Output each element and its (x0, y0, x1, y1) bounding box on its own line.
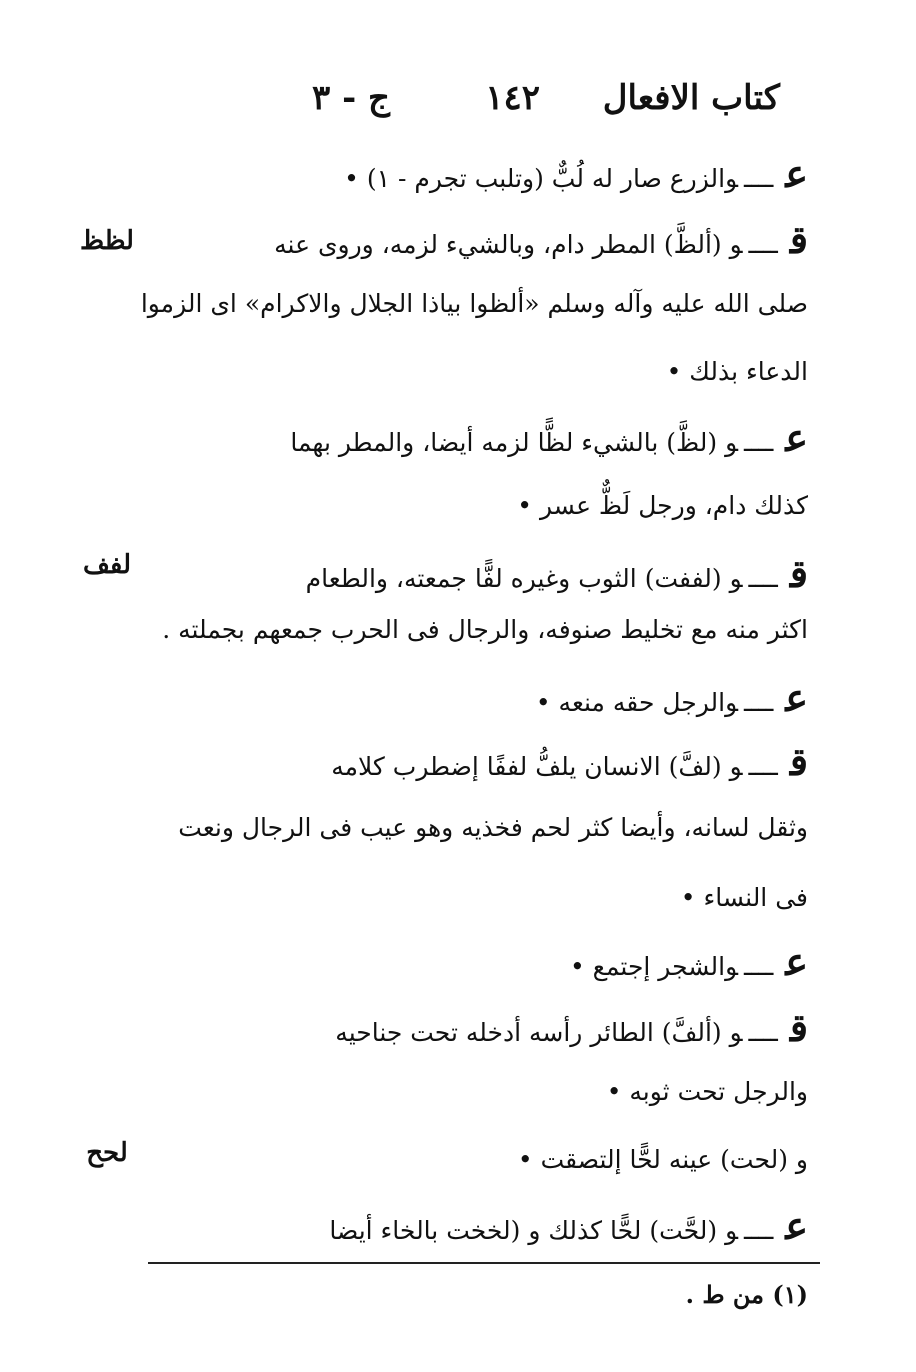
footnote-divider (148, 1262, 820, 1264)
entry-marker-ain: ع (785, 1203, 808, 1248)
margin-root-lff: لفف (83, 550, 131, 580)
text-line: عــــوالزرع صار له لُبٌّ (وتلبب تجرم - ١) • (344, 151, 808, 196)
entry-marker-qaf: ق (789, 739, 808, 784)
line-text: و (لظَّ) بالشيء لظًّا لزمه أيضا، والمطر بهما (290, 428, 739, 457)
margin-root-lzz: لظظ (80, 226, 134, 256)
text-line: قــــو (لفَّ) الانسان يلفُّ لففًا إضطرب كلامه (331, 739, 808, 784)
entry-marker-ain: ع (785, 939, 808, 984)
line-text: فى النساء • (680, 883, 808, 912)
text-line (128, 800, 808, 856)
margin-root-lhh: لحح (86, 1138, 128, 1168)
text-line (128, 602, 808, 658)
line-text: الدعاء بذلك • (666, 357, 808, 386)
line-text: و (لحَّت) لحًّا كذلك و (لخخت بالخاء أيضا (329, 1216, 739, 1245)
line-text: اكثر منه مع تخليط صنوفه، والرجال فى الحرب جمعهم بجملته . (162, 615, 808, 644)
entry-marker-ain: ع (785, 415, 808, 460)
line-text: و (لفَّ) الانسان يلفُّ لففًا إضطرب كلامه (331, 752, 743, 781)
text-line (158, 870, 808, 926)
text-line: قــــو (ألظَّ) المطر دام، وبالشيء لزمه، وروى عنه (274, 217, 808, 262)
line-text: والزرع صار له لُبٌّ (وتلبب تجرم - ١) • (344, 164, 739, 193)
text-line (158, 344, 808, 400)
line-text: و (ألفَّ) الطائر رأسه أدخله تحت جناحيه (335, 1018, 743, 1047)
text-line: عــــو (لظَّ) بالشيء لظًّا لزمه أيضا، والمطر بهما (290, 415, 808, 460)
text-line: عــــو (لحَّت) لحًّا كذلك و (لخخت بالخاء أيضا (329, 1203, 808, 1248)
text-line: قــــو (لففت) الثوب وغيره لفًّا جمعته، والطعام (305, 551, 808, 596)
entry-marker-ain: ع (785, 151, 808, 196)
text-line (158, 1132, 808, 1188)
line-text: والشجر إجتمع • (569, 952, 739, 981)
line-text: و (لحت) عينه لحًّا إلتصقت • (517, 1145, 808, 1174)
entry-marker-qaf: ق (789, 551, 808, 596)
entry-marker-qaf: ق (789, 217, 808, 262)
text-line (128, 276, 808, 332)
text-line: عــــوالشجر إجتمع • (569, 939, 808, 984)
text-line: عــــوالرجل حقه منعه • (535, 675, 808, 720)
line-text: وثقل لسانه، وأيضا كثر لحم فخذيه وهو عيب فى الرجال ونعت (178, 813, 808, 842)
line-text: والرجل حقه منعه • (535, 688, 739, 717)
page-number: ١٤٢ (485, 78, 540, 118)
entry-marker-qaf: ق (789, 1005, 808, 1050)
book-title: كتاب الافعال (602, 78, 780, 118)
line-text: كذلك دام، ورجل لَظٌّ عسر • (517, 491, 808, 520)
text-line: قــــو (ألفَّ) الطائر رأسه أدخله تحت جناحيه (335, 1005, 808, 1050)
line-text: صلى الله عليه وآله وسلم «ألظوا بياذا الجلال والاكرام» اى الزموا (140, 289, 808, 318)
text-line (158, 1064, 808, 1120)
volume-label: ج - ٣ (312, 78, 390, 118)
entry-marker-ain: ع (785, 675, 808, 720)
page-header (150, 78, 810, 128)
line-text: و (لففت) الثوب وغيره لفًّا جمعته، والطعام (305, 564, 743, 593)
footnote: (١) من ط . (685, 1280, 808, 1309)
text-line (158, 478, 808, 534)
line-text: و (ألظَّ) المطر دام، وبالشيء لزمه، وروى عنه (274, 230, 743, 259)
line-text: والرجل تحت ثوبه • (606, 1077, 808, 1106)
